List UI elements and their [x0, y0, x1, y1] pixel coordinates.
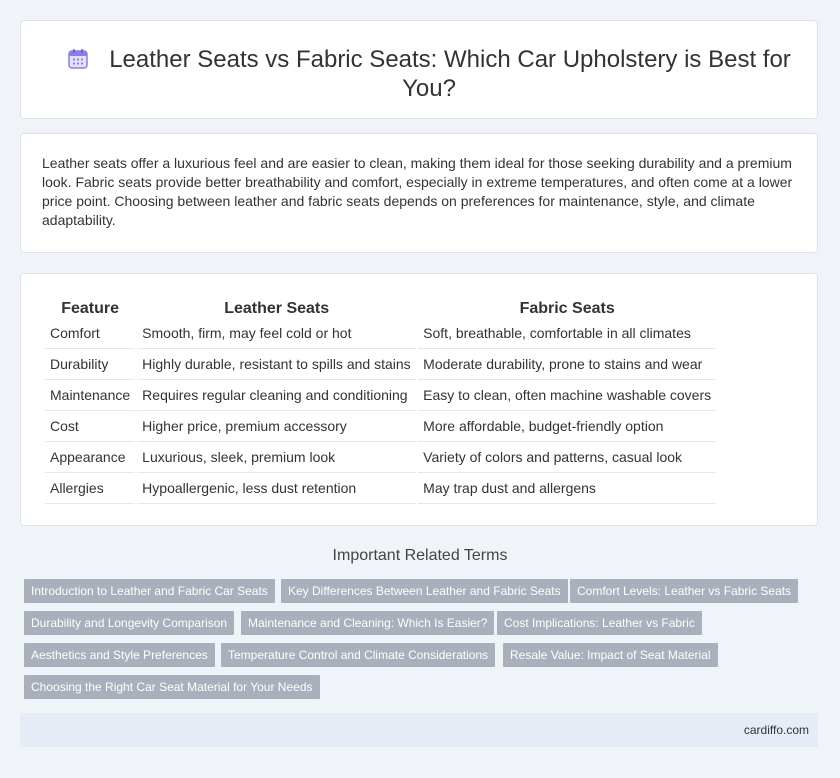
table-cell: Easy to clean, often machine washable covers — [418, 380, 716, 411]
table-row — [45, 349, 716, 380]
related-term-tag[interactable]: Cost Implications: Leather vs Fabric — [497, 611, 702, 635]
table-cell: Hypoallergenic, less dust retention — [137, 473, 416, 504]
table-cell: Requires regular cleaning and conditioning — [137, 380, 416, 411]
table-header-row — [45, 294, 716, 318]
table-cell: Allergies — [45, 473, 135, 504]
table-row — [45, 411, 716, 442]
comparison-table — [43, 294, 718, 504]
footer-site-link[interactable]: cardiffo.com — [743, 723, 809, 737]
table-cell: Luxurious, sleek, premium look — [137, 442, 416, 473]
summary-card — [20, 133, 818, 253]
table-cell: Moderate durability, prone to stains and wear — [418, 349, 716, 380]
related-term-tag[interactable]: Resale Value: Impact of Seat Material — [503, 643, 718, 667]
table-cell: Maintenance — [45, 380, 135, 411]
table-cell: Comfort — [45, 318, 135, 349]
related-term-tag[interactable]: Temperature Control and Climate Considerations — [221, 643, 495, 667]
table-cell: Smooth, firm, may feel cold or hot — [137, 318, 416, 349]
table-row — [45, 318, 716, 349]
comparison-table-card — [20, 273, 818, 526]
related-term-tag[interactable]: Aesthetics and Style Preferences — [24, 643, 215, 667]
related-terms-title: Important Related Terms — [332, 547, 508, 564]
related-term-tag[interactable]: Key Differences Between Leather and Fabric Seats — [281, 579, 568, 603]
table-cell: Higher price, premium accessory — [137, 411, 416, 442]
title-card — [20, 20, 818, 119]
related-term-tag[interactable]: Maintenance and Cleaning: Which Is Easier? — [241, 611, 494, 635]
table-cell: Highly durable, resistant to spills and stains — [137, 349, 416, 380]
calendar-icon — [67, 48, 89, 70]
summary-text: Leather seats offer a luxurious feel and are easier to clean, making them ideal for those seeking durability and a premium look. Fabric seats provide better breathability and comfort, especially in extreme temperatures, and often come at a lower price point. Choosing between leather and fabric seats depends on preferences for maintenance, style, and climate adaptability. — [42, 155, 793, 228]
table-cell: Cost — [45, 411, 135, 442]
table-header-cell: Feature — [61, 300, 119, 317]
table-cell: Soft, breathable, comfortable in all climates — [418, 318, 716, 349]
related-term-tag[interactable]: Introduction to Leather and Fabric Car Seats — [24, 579, 275, 603]
table-cell: Durability — [45, 349, 135, 380]
page-title-text: Leather Seats vs Fabric Seats: Which Car Upholstery is Best for You? — [109, 46, 791, 102]
related-term-tag[interactable]: Comfort Levels: Leather vs Fabric Seats — [570, 579, 798, 603]
table-row — [45, 473, 716, 504]
table-cell: Variety of colors and patterns, casual look — [418, 442, 716, 473]
related-term-tag[interactable]: Durability and Longevity Comparison — [24, 611, 234, 635]
table-cell: May trap dust and allergens — [418, 473, 716, 504]
page-title — [61, 45, 797, 103]
footer — [20, 713, 818, 747]
table-header-cell: Fabric Seats — [519, 300, 615, 317]
table-cell: More affordable, budget-friendly option — [418, 411, 716, 442]
table-row — [45, 442, 716, 473]
related-term-tag[interactable]: Choosing the Right Car Seat Material for Your Needs — [24, 675, 320, 699]
table-header-cell: Leather Seats — [224, 300, 330, 317]
table-cell: Appearance — [45, 442, 135, 473]
table-row — [45, 380, 716, 411]
